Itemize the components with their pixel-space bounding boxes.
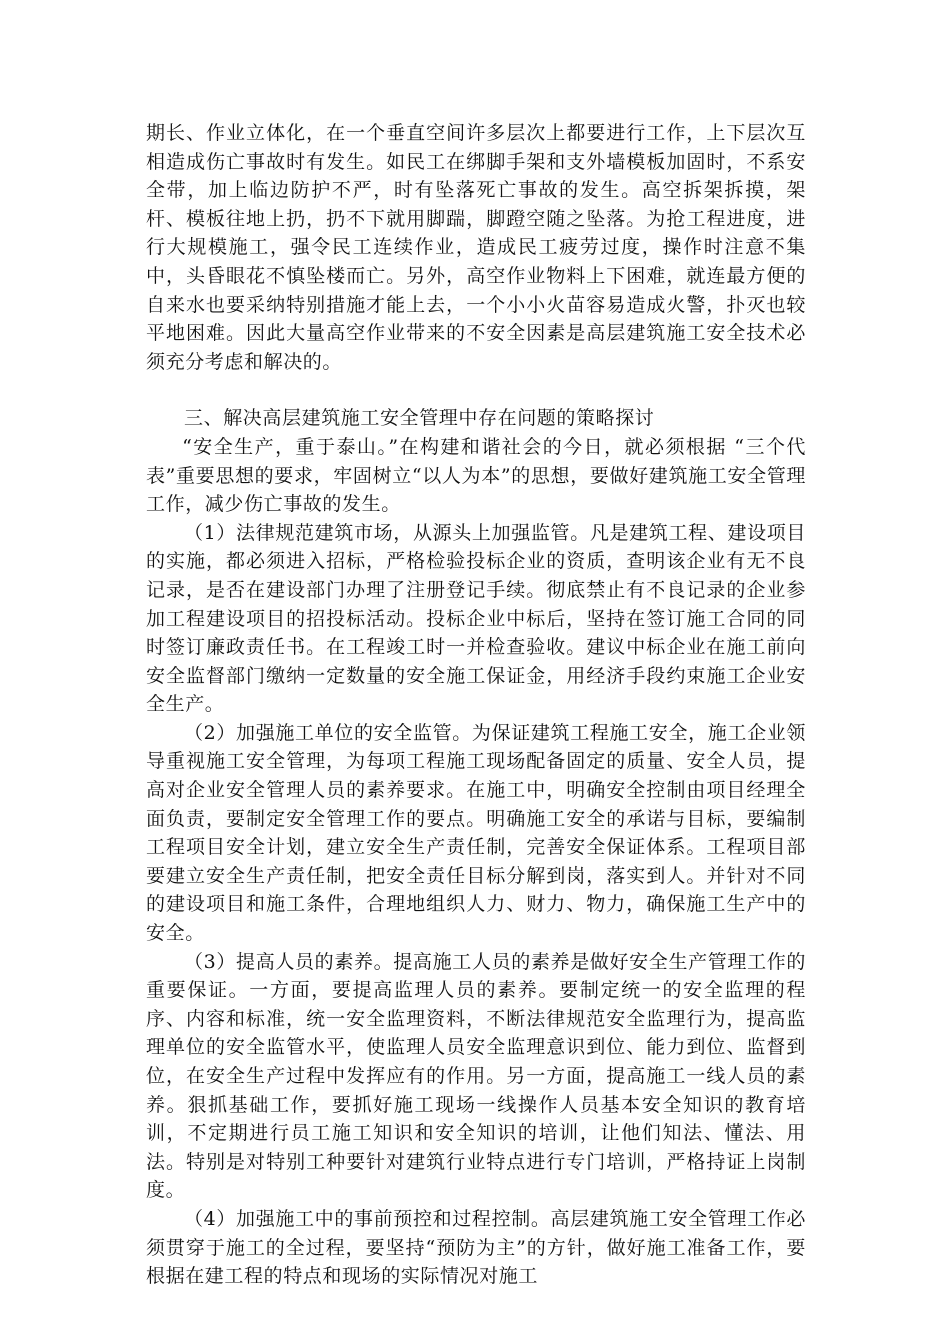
paragraph-intro: “安全生产，重于泰山。”在构建和谐社会的今日，就必须根据 “三个代表”重要思想的要求，牢固树立“以人为本”的思想，要做好建筑施工安全管理工作，减少伤亡事故的发生。 bbox=[146, 435, 806, 516]
paragraph-continuation: 期长、作业立体化，在一个垂直空间许多层次上都要进行工作，上下层次互相造成伤亡事故时有发生。如民工在绑脚手架和支外墙模板加固时，不系安全带，加上临边防护不严，时有坠落死亡事故的发生。高空拆架拆摸，架杆、模板往地上扔，扔不下就用脚踹，脚蹬空随之坠落。为抢工程进度，进行大规模施工，强令民工连续作业，造成民工疲劳过度，操作时注意不集中，头昏眼花不慎坠楼而亡。另外，高空作业物料上下困难，就连最方便的自来水也要采纳特别措施才能上去，一个小小火苗容易造成火警，扑灭也较平地困难。因此大量高空作业带来的不安全因素是高层建筑施工安全技术必须充分考虑和解决的。 bbox=[146, 122, 806, 373]
paragraph-item-1: （1）法律规范建筑市场，从源头上加强监管。凡是建筑工程、建设项目的实施，都必须进入招标，严格检验投标企业的资质，查明该企业有无不良记录，是否在建设部门办理了注册登记手续。彻底禁止有不良记录的企业参加工程建设项目的招投标活动。投标企业中标后，坚持在签订施工合同的同时签订廉政责任书。在工程竣工时一并检查验收。建议中标企业在施工前向安全监督部门缴纳一定数量的安全施工保证金，用经济手段约束施工企业安全生产。 bbox=[146, 521, 806, 716]
document-body bbox=[146, 119, 806, 1291]
paragraph-gap bbox=[146, 376, 806, 404]
paragraph-item-4: （4）加强施工中的事前预控和过程控制。高层建筑施工安全管理工作必须贯穿于施工的全过程，要坚持“预防为主”的方针，做好施工准备工作，要根据在建工程的特点和现场的实际情况对施工 bbox=[146, 1207, 806, 1288]
section-heading: 三、解决高层建筑施工安全管理中存在问题的策略探讨 bbox=[184, 407, 655, 430]
paragraph-item-2: （2）加强施工单位的安全监管。为保证建筑工程施工安全，施工企业领导重视施工安全管理，为每项工程施工现场配备固定的质量、安全人员，提高对企业安全管理人员的素养要求。在施工中，明确安全控制由项目经理全面负责，要制定安全管理工作的要点。明确施工安全的承诺与目标，要编制工程项目安全计划，建立安全生产责任制，完善安全保证体系。工程项目部要建立安全生产责任制，把安全责任目标分解到岗，落实到人。并针对不同的建设项目和施工条件，合理地组织人力、财力、物力，确保施工生产中的安全。 bbox=[146, 721, 806, 945]
paragraph-item-3: （3）提高人员的素养。提高施工人员的素养是做好安全生产管理工作的重要保证。一方面，要提高监理人员的素养。要制定统一的安全监理的程序、内容和标准，统一安全监理资料，不断法律规范安全监理行为，提高监理单位的安全监管水平，使监理人员安全监理意识到位、能力到位、监督到位，在安全生产过程中发挥应有的作用。另一方面，提高施工一线人员的素养。狠抓基础工作，要抓好施工现场一线操作人员基本安全知识的教育培训，不定期进行员工施工知识和安全知识的培训，让他们知法、懂法、用法。特别是对特别工种要针对建筑行业特点进行专门培训，严格持证上岗制度。 bbox=[146, 950, 806, 1202]
